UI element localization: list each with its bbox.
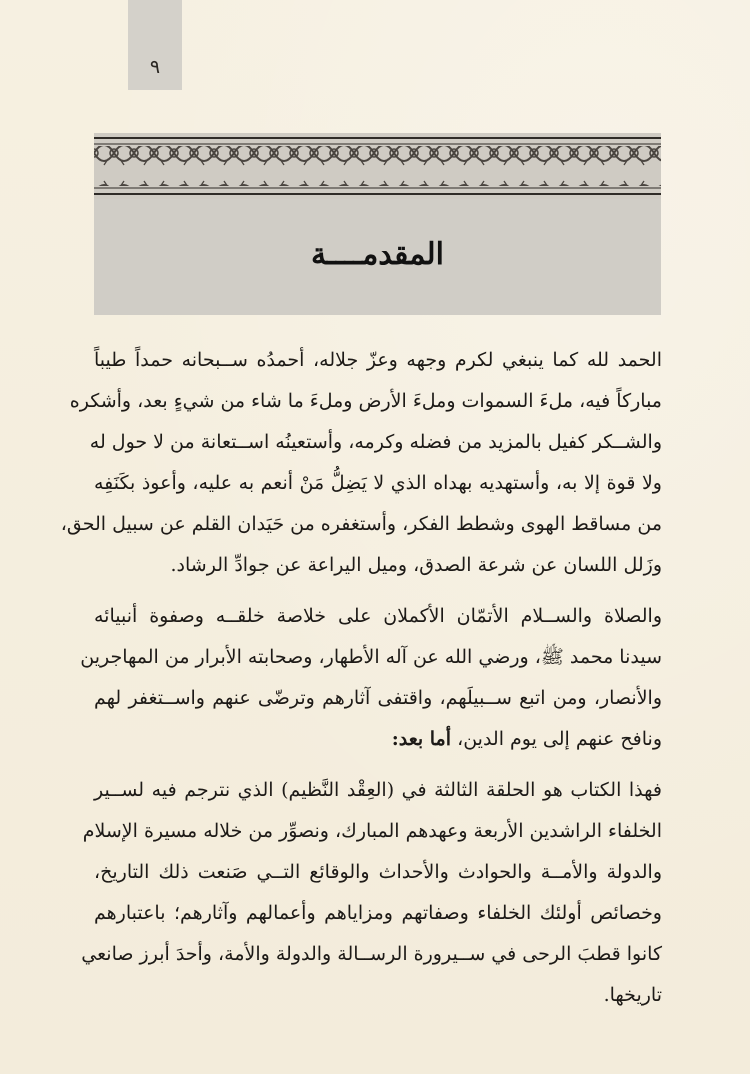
text-line: فهذا الكتاب هو الحلقة الثالثة في (العِقْد النَّظيم) الذي نترجم فيه لســير (94, 779, 662, 801)
body-text (60, 340, 662, 1016)
paragraph-1 (60, 340, 662, 586)
text-line: وخصائص أولئك الخلفاء وصفاتهم ومزاياهم وأعمالهم وآثارهم؛ باعتبارهم (94, 902, 662, 924)
text-line: ولا قوة إلا به، وأستهديه بهداه الذي لا يَضِلُّ مَنْ أنعم به عليه، وأعوذ بكَنَفِه (94, 472, 662, 494)
text-line: والدولة والأمــة والحوادث والأحداث والوقائع التــي صَنعت ذلك التاريخ، (94, 861, 662, 883)
arabesque-ornament-band (94, 133, 661, 199)
text-fragment: ونافح عنهم إلى يوم الدين، (457, 728, 662, 750)
text-line: والصلاة والســلام الأتمّان الأكملان على خلاصة خلقــه وصفوة أنبيائه (94, 605, 662, 627)
text-line: والشــكر كفيل بالمزيد من فضله وكرمه، وأستعينُه اســتعانة من لا حول له (89, 431, 662, 453)
text-line: كانوا قطبَ الرحى في ســيرورة الرســالة والدولة والأمة، وأحدَ أبرز صانعي (81, 943, 662, 965)
section-title: المقدمــــة (310, 236, 445, 272)
text-line (94, 719, 662, 760)
paragraph-3 (81, 770, 662, 1016)
section-header-banner (94, 133, 661, 315)
text-line: سيدنا محمد ﷺ، ورضي الله عن آله الأطهار، وصحابته الأبرار من المهاجرين (80, 646, 662, 668)
text-line: الحمد لله كما ينبغي لكرم وجهه وعزّ جلاله، أحمدُه ســبحانه حمداً طيباً (94, 349, 662, 371)
text-line: تاريخها. (603, 984, 662, 1006)
page-number-tab (128, 0, 182, 90)
section-title-block (94, 199, 661, 315)
text-line: من مساقط الهوى وشطط الفكر، وأستغفره من حَيَدان القلم عن سبيل الحق، (60, 513, 662, 535)
text-line: الخلفاء الراشدين الأربعة وعهدهم المبارك، ونصوِّر من خلاله مسيرة الإسلام (82, 820, 662, 842)
text-line: وزَلل اللسان عن شرعة الصدق، وميل اليراعة عن جوادِّ الرشاد. (170, 554, 662, 576)
closing-phrase: أما بعد: (391, 728, 452, 750)
paragraph-2 (80, 596, 662, 760)
text-line: والأنصار، ومن اتبع ســبيلَهم، واقتفى آثارهم وترضّى عنهم واســتغفر لهم (94, 687, 662, 709)
page-number: ٩ (149, 56, 161, 78)
text-line: مباركاً فيه، ملءَ السموات وملءَ الأرض وملءَ ما شاء من شيءٍ بعد، وأشكره (69, 390, 662, 412)
